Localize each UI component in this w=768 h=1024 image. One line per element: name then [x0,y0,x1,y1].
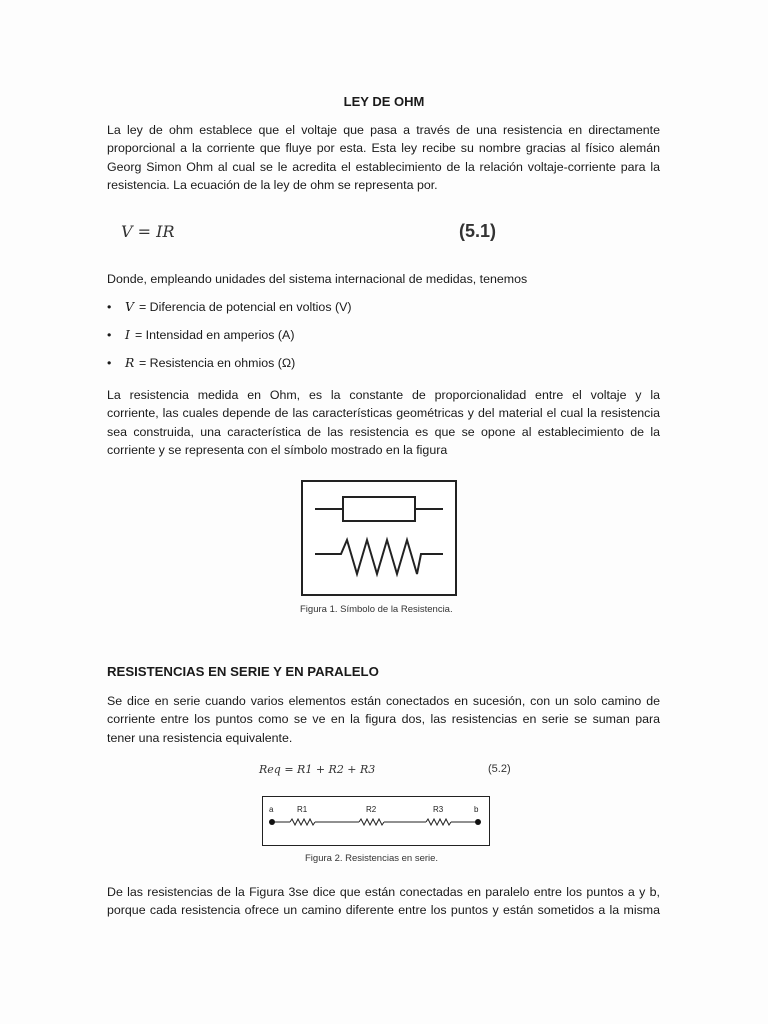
text-line: corriente, las cuales depende de las características geométricas y del material el cual la resistencia [107,406,660,421]
text-line: sea construida, una característica de las resistencia es que se opone al establecimiento de la [107,424,660,439]
text-line: resistencia. La ecuación de la ley de ohm se representa por. [107,178,438,193]
equation-equivalent-resistance: Req = R1 + R2 + R3 [259,763,376,776]
figure-resistor-symbol [301,480,457,596]
text-line: porque cada resistencia ofrece un camino diferente entre los puntos y están sometidos a la misma [107,903,660,918]
bullet-text: = Intensidad en amperios (A) [135,328,295,342]
series-circuit-diagram [263,797,488,844]
symbol-r: R [125,355,135,370]
paragraph-parallel [107,883,660,920]
node-a-terminal [269,819,275,825]
node-a-label: a [269,805,274,814]
figure-series-resistors [262,796,490,846]
text-line: corriente y se representa con el símbolo mostrado en la figura [107,443,448,458]
bullet-text: = Resistencia en ohmios (Ω) [139,356,296,370]
units-intro [107,270,660,288]
text-line: Georg Simon Ohm al cual se le acredita el establecimiento de la relación voltaje-corriente para la [107,159,660,174]
paragraph-resistance [107,386,660,460]
symbol-i: I [125,327,130,342]
resistor-label-r3: R3 [433,805,444,814]
equation-ohm-law: V = IR [121,222,175,241]
text-line: La resistencia medida en Ohm, es la constante de proporcionalidad entre el voltaje y la [107,388,660,402]
section-heading: RESISTENCIAS EN SERIE Y EN PARALELO [107,664,379,679]
equation-number-5-2: (5.2) [488,763,511,775]
text-line: La ley de ohm establece que el voltaje que pasa a través de una resistencia en directamente [107,123,660,137]
text-line: proporcional a la corriente que fluye por esta. Esta ley recibe su nombre gracias al físico alemán [107,141,660,156]
bullet-dot: • [107,300,112,314]
paragraph-series [107,692,660,747]
text-line: Donde, empleando unidades del sistema internacional de medidas, tenemos [107,272,528,286]
node-b-terminal [475,819,481,825]
equation-number-5-1: (5.1) [459,221,497,241]
resistor-label-r1: R1 [297,805,308,814]
paragraph-intro [107,121,660,195]
resistor-symbols-diagram [303,482,455,594]
text-line: tener una resistencia equivalente. [107,730,293,745]
text-line: Se dice en serie cuando varios elementos están conectados en sucesión, con un solo camino de [107,694,660,708]
bullet-text: = Diferencia de potencial en voltios (V) [139,300,352,314]
figure-1-caption: Figura 1. Símbolo de la Resistencia. [300,604,453,615]
node-b-label: b [474,805,479,814]
text-line: corriente entre los puntos como se ve en la figura dos, las resistencias en serie se suman para [107,712,660,727]
text-line: De las resistencias de la Figura 3se dice que están conectadas en paralelo entre los puntos a y b, [107,885,660,899]
page-title: LEY DE OHM [343,94,425,109]
symbol-v: V [125,299,134,314]
resistor-label-r2: R2 [366,805,377,814]
figure-2-caption: Figura 2. Resistencias en serie. [305,853,439,864]
bullet-dot: • [107,328,112,342]
bullet-dot: • [107,356,112,370]
